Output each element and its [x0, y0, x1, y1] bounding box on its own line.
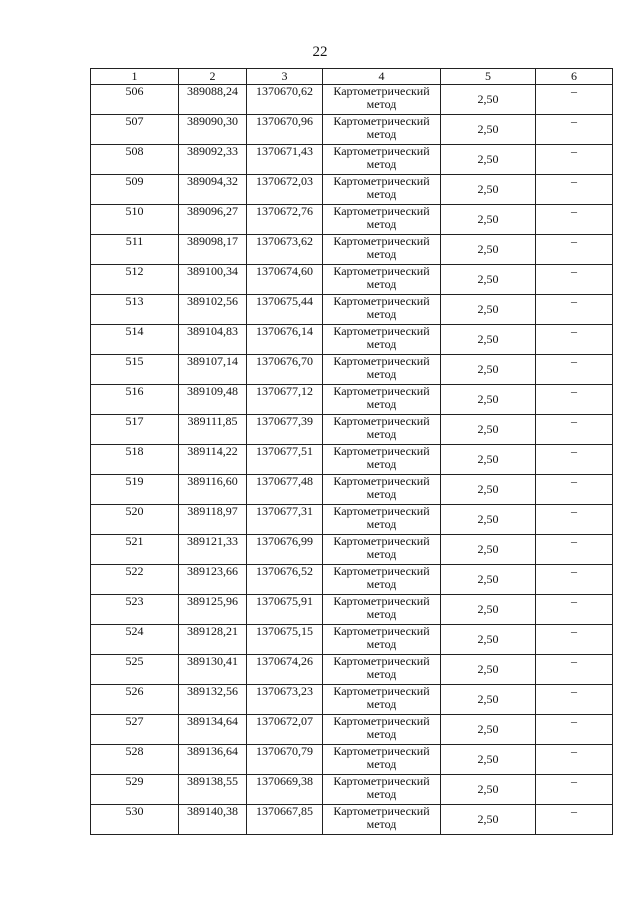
accuracy-cell: 2,50 — [441, 475, 536, 505]
table-row — [91, 415, 613, 445]
method-cell: Картометрический метод — [323, 115, 441, 145]
note-cell: – — [536, 655, 613, 685]
table-header-row — [91, 69, 613, 85]
accuracy-cell: 2,50 — [441, 145, 536, 175]
table-row — [91, 505, 613, 535]
accuracy-cell: 2,50 — [441, 505, 536, 535]
note-cell: – — [536, 265, 613, 295]
method-cell: Картометрический метод — [323, 565, 441, 595]
table-row — [91, 445, 613, 475]
table-row — [91, 535, 613, 565]
accuracy-cell: 2,50 — [441, 295, 536, 325]
point-number-cell: 512 — [91, 265, 179, 295]
y-coordinate-cell: 1370673,62 — [247, 235, 323, 265]
point-number-cell: 520 — [91, 505, 179, 535]
method-cell: Картометрический метод — [323, 295, 441, 325]
y-coordinate-cell: 1370672,07 — [247, 715, 323, 745]
accuracy-cell: 2,50 — [441, 85, 536, 115]
y-coordinate-cell: 1370673,23 — [247, 685, 323, 715]
method-cell: Картометрический метод — [323, 235, 441, 265]
x-coordinate-cell: 389104,83 — [179, 325, 247, 355]
coordinates-table — [90, 68, 613, 835]
y-coordinate-cell: 1370677,39 — [247, 415, 323, 445]
point-number-cell: 529 — [91, 775, 179, 805]
note-cell: – — [536, 625, 613, 655]
note-cell: – — [536, 145, 613, 175]
page-number: 22 — [312, 44, 328, 60]
table-row — [91, 175, 613, 205]
table-row — [91, 655, 613, 685]
point-number-cell: 528 — [91, 745, 179, 775]
table-row — [91, 325, 613, 355]
accuracy-cell: 2,50 — [441, 175, 536, 205]
x-coordinate-cell: 389125,96 — [179, 595, 247, 625]
table-row — [91, 85, 613, 115]
y-coordinate-cell: 1370675,15 — [247, 625, 323, 655]
method-cell: Картометрический метод — [323, 85, 441, 115]
table-row — [91, 115, 613, 145]
note-cell: – — [536, 475, 613, 505]
accuracy-cell: 2,50 — [441, 565, 536, 595]
table-row — [91, 475, 613, 505]
y-coordinate-cell: 1370667,85 — [247, 805, 323, 835]
table-body — [91, 85, 613, 835]
note-cell: – — [536, 415, 613, 445]
method-cell: Картометрический метод — [323, 685, 441, 715]
table-row — [91, 805, 613, 835]
y-coordinate-cell: 1370674,26 — [247, 655, 323, 685]
table-row — [91, 595, 613, 625]
method-cell: Картометрический метод — [323, 475, 441, 505]
y-coordinate-cell: 1370675,91 — [247, 595, 323, 625]
accuracy-cell: 2,50 — [441, 265, 536, 295]
method-cell: Картометрический метод — [323, 535, 441, 565]
point-number-cell: 507 — [91, 115, 179, 145]
x-coordinate-cell: 389107,14 — [179, 355, 247, 385]
accuracy-cell: 2,50 — [441, 235, 536, 265]
y-coordinate-cell: 1370675,44 — [247, 295, 323, 325]
point-number-cell: 523 — [91, 595, 179, 625]
accuracy-cell: 2,50 — [441, 355, 536, 385]
note-cell: – — [536, 85, 613, 115]
column-header: 2 — [179, 69, 247, 85]
x-coordinate-cell: 389118,97 — [179, 505, 247, 535]
y-coordinate-cell: 1370670,79 — [247, 745, 323, 775]
y-coordinate-cell: 1370672,76 — [247, 205, 323, 235]
x-coordinate-cell: 389123,66 — [179, 565, 247, 595]
method-cell: Картометрический метод — [323, 715, 441, 745]
accuracy-cell: 2,50 — [441, 385, 536, 415]
note-cell: – — [536, 505, 613, 535]
column-header: 3 — [247, 69, 323, 85]
x-coordinate-cell: 389100,34 — [179, 265, 247, 295]
table-row — [91, 385, 613, 415]
accuracy-cell: 2,50 — [441, 205, 536, 235]
y-coordinate-cell: 1370676,52 — [247, 565, 323, 595]
accuracy-cell: 2,50 — [441, 325, 536, 355]
y-coordinate-cell: 1370671,43 — [247, 145, 323, 175]
method-cell: Картометрический метод — [323, 745, 441, 775]
table-row — [91, 235, 613, 265]
note-cell: – — [536, 745, 613, 775]
point-number-cell: 508 — [91, 145, 179, 175]
y-coordinate-cell: 1370674,60 — [247, 265, 323, 295]
x-coordinate-cell: 389098,17 — [179, 235, 247, 265]
y-coordinate-cell: 1370676,99 — [247, 535, 323, 565]
table-row — [91, 745, 613, 775]
note-cell: – — [536, 205, 613, 235]
table-row — [91, 775, 613, 805]
y-coordinate-cell: 1370677,31 — [247, 505, 323, 535]
point-number-cell: 517 — [91, 415, 179, 445]
note-cell: – — [536, 355, 613, 385]
column-header: 6 — [536, 69, 613, 85]
accuracy-cell: 2,50 — [441, 775, 536, 805]
x-coordinate-cell: 389088,24 — [179, 85, 247, 115]
method-cell: Картометрический метод — [323, 655, 441, 685]
point-number-cell: 511 — [91, 235, 179, 265]
column-header: 5 — [441, 69, 536, 85]
point-number-cell: 521 — [91, 535, 179, 565]
x-coordinate-cell: 389109,48 — [179, 385, 247, 415]
note-cell: – — [536, 535, 613, 565]
method-cell: Картометрический метод — [323, 415, 441, 445]
method-cell: Картометрический метод — [323, 145, 441, 175]
note-cell: – — [536, 445, 613, 475]
note-cell: – — [536, 685, 613, 715]
point-number-cell: 513 — [91, 295, 179, 325]
x-coordinate-cell: 389128,21 — [179, 625, 247, 655]
note-cell: – — [536, 805, 613, 835]
x-coordinate-cell: 389121,33 — [179, 535, 247, 565]
x-coordinate-cell: 389114,22 — [179, 445, 247, 475]
table-row — [91, 265, 613, 295]
point-number-cell: 530 — [91, 805, 179, 835]
point-number-cell: 518 — [91, 445, 179, 475]
column-header: 4 — [323, 69, 441, 85]
accuracy-cell: 2,50 — [441, 595, 536, 625]
x-coordinate-cell: 389116,60 — [179, 475, 247, 505]
note-cell: – — [536, 565, 613, 595]
x-coordinate-cell: 389138,55 — [179, 775, 247, 805]
accuracy-cell: 2,50 — [441, 805, 536, 835]
point-number-cell: 519 — [91, 475, 179, 505]
y-coordinate-cell: 1370677,12 — [247, 385, 323, 415]
point-number-cell: 526 — [91, 685, 179, 715]
x-coordinate-cell: 389134,64 — [179, 715, 247, 745]
point-number-cell: 509 — [91, 175, 179, 205]
table-row — [91, 565, 613, 595]
point-number-cell: 522 — [91, 565, 179, 595]
column-header: 1 — [91, 69, 179, 85]
note-cell: – — [536, 325, 613, 355]
y-coordinate-cell: 1370677,51 — [247, 445, 323, 475]
method-cell: Картометрический метод — [323, 265, 441, 295]
table-row — [91, 685, 613, 715]
x-coordinate-cell: 389132,56 — [179, 685, 247, 715]
point-number-cell: 510 — [91, 205, 179, 235]
note-cell: – — [536, 115, 613, 145]
table-row — [91, 625, 613, 655]
point-number-cell: 524 — [91, 625, 179, 655]
table-row — [91, 205, 613, 235]
table-row — [91, 715, 613, 745]
note-cell: – — [536, 235, 613, 265]
x-coordinate-cell: 389111,85 — [179, 415, 247, 445]
method-cell: Картометрический метод — [323, 805, 441, 835]
x-coordinate-cell: 389094,32 — [179, 175, 247, 205]
note-cell: – — [536, 715, 613, 745]
x-coordinate-cell: 389092,33 — [179, 145, 247, 175]
method-cell: Картометрический метод — [323, 175, 441, 205]
note-cell: – — [536, 175, 613, 205]
note-cell: – — [536, 385, 613, 415]
y-coordinate-cell: 1370670,62 — [247, 85, 323, 115]
x-coordinate-cell: 389102,56 — [179, 295, 247, 325]
y-coordinate-cell: 1370670,96 — [247, 115, 323, 145]
point-number-cell: 516 — [91, 385, 179, 415]
method-cell: Картометрический метод — [323, 385, 441, 415]
accuracy-cell: 2,50 — [441, 445, 536, 475]
point-number-cell: 527 — [91, 715, 179, 745]
table-row — [91, 355, 613, 385]
point-number-cell: 515 — [91, 355, 179, 385]
point-number-cell: 506 — [91, 85, 179, 115]
y-coordinate-cell: 1370676,70 — [247, 355, 323, 385]
accuracy-cell: 2,50 — [441, 655, 536, 685]
note-cell: – — [536, 775, 613, 805]
note-cell: – — [536, 595, 613, 625]
y-coordinate-cell: 1370669,38 — [247, 775, 323, 805]
table-row — [91, 295, 613, 325]
x-coordinate-cell: 389136,64 — [179, 745, 247, 775]
method-cell: Картометрический метод — [323, 505, 441, 535]
accuracy-cell: 2,50 — [441, 625, 536, 655]
accuracy-cell: 2,50 — [441, 745, 536, 775]
point-number-cell: 525 — [91, 655, 179, 685]
x-coordinate-cell: 389130,41 — [179, 655, 247, 685]
method-cell: Картометрический метод — [323, 595, 441, 625]
accuracy-cell: 2,50 — [441, 115, 536, 145]
y-coordinate-cell: 1370677,48 — [247, 475, 323, 505]
note-cell: – — [536, 295, 613, 325]
method-cell: Картометрический метод — [323, 625, 441, 655]
x-coordinate-cell: 389140,38 — [179, 805, 247, 835]
method-cell: Картометрический метод — [323, 355, 441, 385]
y-coordinate-cell: 1370672,03 — [247, 175, 323, 205]
method-cell: Картометрический метод — [323, 775, 441, 805]
x-coordinate-cell: 389096,27 — [179, 205, 247, 235]
point-number-cell: 514 — [91, 325, 179, 355]
x-coordinate-cell: 389090,30 — [179, 115, 247, 145]
y-coordinate-cell: 1370676,14 — [247, 325, 323, 355]
accuracy-cell: 2,50 — [441, 715, 536, 745]
accuracy-cell: 2,50 — [441, 685, 536, 715]
method-cell: Картометрический метод — [323, 325, 441, 355]
method-cell: Картометрический метод — [323, 205, 441, 235]
table-row — [91, 145, 613, 175]
method-cell: Картометрический метод — [323, 445, 441, 475]
accuracy-cell: 2,50 — [441, 415, 536, 445]
accuracy-cell: 2,50 — [441, 535, 536, 565]
